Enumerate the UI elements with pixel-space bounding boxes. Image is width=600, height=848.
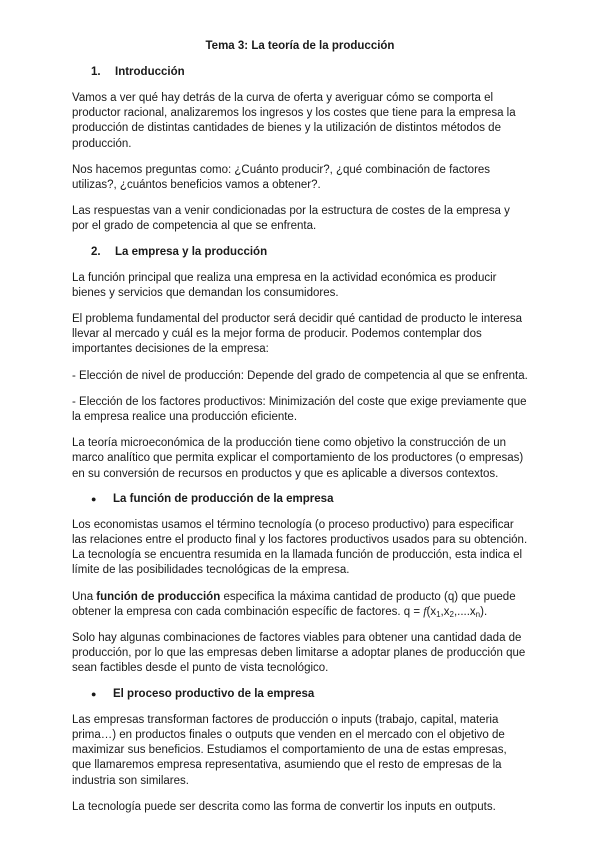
paragraph: Los economistas usamos el término tecnología (o proceso productivo) para especificar las relaciones entre el producto final y los factores productivos usados para su obtención. La tecnología se encuentra resumida en la llamada función de producción, esta indica el límite de las posibilidades tecnológicas de la empresa. bbox=[72, 518, 528, 577]
paragraph: La función principal que realiza una empresa en la actividad económica es producir bienes y servicios que demandan los consumidores. bbox=[72, 271, 497, 299]
paragraph: Nos hacemos preguntas como: ¿Cuánto producir?, ¿qué combinación de factores utilizas?, ¿cuántos beneficios vamos a obtener?. bbox=[72, 163, 491, 192]
section-heading-text: La empresa y la producción bbox=[115, 245, 268, 258]
function-symbol: f bbox=[423, 605, 427, 618]
paragraph: - Elección de nivel de producción: Depende del grado de competencia al que se enfrenta. bbox=[72, 369, 528, 382]
bullet-heading-funcion-produccion bbox=[72, 493, 528, 505]
paragraph: La teoría microeconómica de la producción tiene como objetivo la construcción de un marco analítico que permita explicar el comportamiento de los productores (o empresas) en su conversión de recursos en productos y que es aplicable a diversos contextos. bbox=[72, 437, 524, 480]
bold-term: función de producción bbox=[96, 590, 221, 603]
paragraph: - Elección de los factores productivos: Minimización del coste que exige previamente que la empresa realice una producción eficiente. bbox=[72, 395, 527, 424]
section-number: 1. bbox=[91, 66, 101, 78]
document-title: Tema 3: La teoría de la producción bbox=[205, 40, 395, 52]
paragraph: Las empresas transforman factores de producción o inputs (trabajo, capital, materia prima…) en productos finales o outputs que venden en el mercado con el objetivo de maximizar sus beneficios. Estudiamos el comportamiento de una de estas empresas, que llamaremos empresa representativa, asumiendo que el resto de empresas de la industria son similares. bbox=[72, 713, 507, 787]
paragraph: Vamos a ver qué hay detrás de la curva de oferta y averiguar cómo se comporta el productor racional, analizaremos los ingresos y los costes que tiene para la empresa la producción de distintas cantidades de bienes y la utilización de distintos métodos de producción. bbox=[72, 92, 516, 150]
paragraph: Solo hay algunas combinaciones de factores viables para obtener una cantidad dada de producción, por lo que las empresas deben limitarse a adoptar planes de producción que sean factibles desde el punto de vista tecnológico. bbox=[72, 632, 526, 675]
section-heading-introduccion bbox=[72, 66, 528, 78]
paragraph: Las respuestas van a venir condicionadas por la estructura de costes de la empresa y por el grado de competencia al que se enfrenta. bbox=[72, 205, 510, 233]
paragraph: El problema fundamental del productor será decidir qué cantidad de producto le interesa llevar al mercado y cuál es la mejor forma de producir. Podemos contemplar dos importantes decisiones de la empresa: bbox=[72, 313, 523, 356]
paragraph: La tecnología puede ser descrita como las forma de convertir los inputs en outputs. bbox=[72, 800, 496, 813]
bullet-heading-text: La función de producción de la empresa bbox=[113, 492, 334, 505]
paragraph-with-formula: Una función de producción especifica la máxima cantidad de producto (q) que puede obtener la empresa con cada combinación específic de factores. $q = f(x_1,x_2,....x_n)$. bbox=[72, 590, 516, 619]
bullet-heading-proceso-productivo bbox=[72, 688, 528, 700]
bullet-icon: ● bbox=[91, 493, 97, 504]
section-number: 2. bbox=[91, 245, 101, 258]
section-heading-text: Introducción bbox=[115, 66, 185, 78]
section-heading-empresa bbox=[72, 246, 528, 258]
bullet-heading-text: El proceso productivo de la empresa bbox=[113, 687, 315, 700]
bullet-icon: ● bbox=[91, 688, 97, 699]
